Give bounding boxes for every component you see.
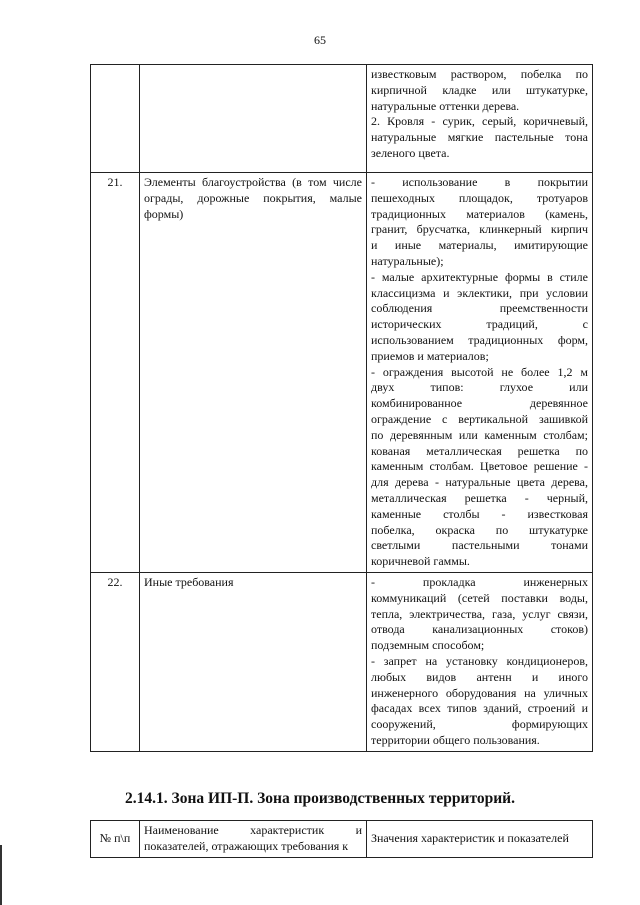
value-line: и иные материалы, имитирующие xyxy=(371,238,588,253)
value-line: любых видов антенн и иного xyxy=(371,669,588,684)
value-line: кирпичной кладке или штукатурке, xyxy=(371,82,588,97)
header-name-line: Наименование характеристик и xyxy=(144,823,362,837)
table-row xyxy=(91,173,593,573)
value-line: пешеходных площадок, тротуаров xyxy=(371,190,588,205)
value-line: по деревянным или каменным столбам; xyxy=(371,427,588,442)
value-line: инженерного оборудования на уличных xyxy=(371,685,588,700)
value-line: для дерева - натуральные цвета дерева, xyxy=(371,475,588,490)
value-line: зеленого цвета. xyxy=(371,145,450,160)
value-line: использованием традиционных форм, xyxy=(371,332,588,347)
value-line: подземным способом; xyxy=(371,638,485,653)
name-line: ограды, дорожные покрытия, малые xyxy=(144,190,362,205)
name-line: формы) xyxy=(144,206,184,221)
row-name xyxy=(140,65,367,173)
value-line: натуральные); xyxy=(371,253,444,268)
value-line: 2. Кровля - сурик, серый, коричневый, xyxy=(371,114,588,129)
value-line: - ограждения высотой не более 1,2 м xyxy=(371,364,588,379)
header-number: № п\п xyxy=(91,821,140,858)
value-line: коричневой гаммы. xyxy=(371,554,470,569)
header-name xyxy=(140,821,367,858)
value-line: - запрет на установку кондиционеров, xyxy=(371,653,588,668)
header-values: Значения характеристик и показателей xyxy=(367,821,593,858)
value-line: классицизма и эклектики, при условии xyxy=(371,285,588,300)
value-line: каменные столбы - известковая xyxy=(371,506,588,521)
table-row xyxy=(91,65,593,173)
value-line: сооружений, формирующих xyxy=(371,717,588,732)
header-name-line: показателей, отражающих требования к xyxy=(144,838,349,853)
zone-table-header xyxy=(90,820,593,858)
value-line: натуральные мягкие пастельные тона xyxy=(371,130,588,145)
value-line: двух типов: глухое или xyxy=(371,380,588,395)
value-line: тепла, электричества, газа, услуг связи, xyxy=(371,606,588,621)
value-line: кованая металлическая решетка по xyxy=(371,443,588,458)
row-value xyxy=(367,173,593,573)
value-line: натуральные оттенки дерева. xyxy=(371,98,520,113)
row-name xyxy=(140,173,367,573)
value-line: коммуникаций (сетей поставки воды, xyxy=(371,590,588,605)
name-line: Элементы благоустройства (в том числе xyxy=(144,175,362,189)
value-line: исторических традиций, с xyxy=(371,317,588,332)
page-number: 65 xyxy=(314,33,326,47)
section-heading: 2.14.1. Зона ИП-П. Зона производственных территорий. xyxy=(125,790,515,807)
value-line: - прокладка инженерных xyxy=(371,574,588,589)
value-line: комбинированное деревянное xyxy=(371,396,588,411)
row-value xyxy=(367,65,593,173)
value-line: - использование в покрытии xyxy=(371,175,588,189)
value-line: приемов и материалов; xyxy=(371,348,489,363)
value-line: металлическая решетка - черный, xyxy=(371,490,588,505)
value-line: фасадах всех типов зданий, строений и xyxy=(371,701,588,716)
row-number xyxy=(91,65,140,173)
value-line: соблюдения преемственности xyxy=(371,301,588,316)
row-name xyxy=(140,572,367,751)
value-line: побелка, окраска по штукатурке xyxy=(371,522,588,537)
value-line: каменным столбам. Цветовое решение - xyxy=(371,459,588,474)
scan-edge xyxy=(0,845,2,905)
name-line: Иные требования xyxy=(144,574,234,589)
value-line: светлыми пастельными тонами xyxy=(371,538,588,553)
value-line: гранит, брусчатка, клинкерный кирпич xyxy=(371,222,588,237)
row-number: 22. xyxy=(91,572,140,751)
value-line: ограждение с вертикальной зашивкой xyxy=(371,411,588,426)
value-line: территории общего пользования. xyxy=(371,732,540,747)
requirements-table xyxy=(90,64,593,752)
header-row xyxy=(91,821,593,858)
row-number: 21. xyxy=(91,173,140,573)
value-line: - малые архитектурные формы в стиле xyxy=(371,269,588,284)
row-value xyxy=(367,572,593,751)
value-line: отвода канализационных стоков) xyxy=(371,622,588,637)
value-line: традиционных материалов (камень, xyxy=(371,206,588,221)
value-line: известковым раствором, побелка по xyxy=(371,67,588,81)
table-row xyxy=(91,572,593,751)
